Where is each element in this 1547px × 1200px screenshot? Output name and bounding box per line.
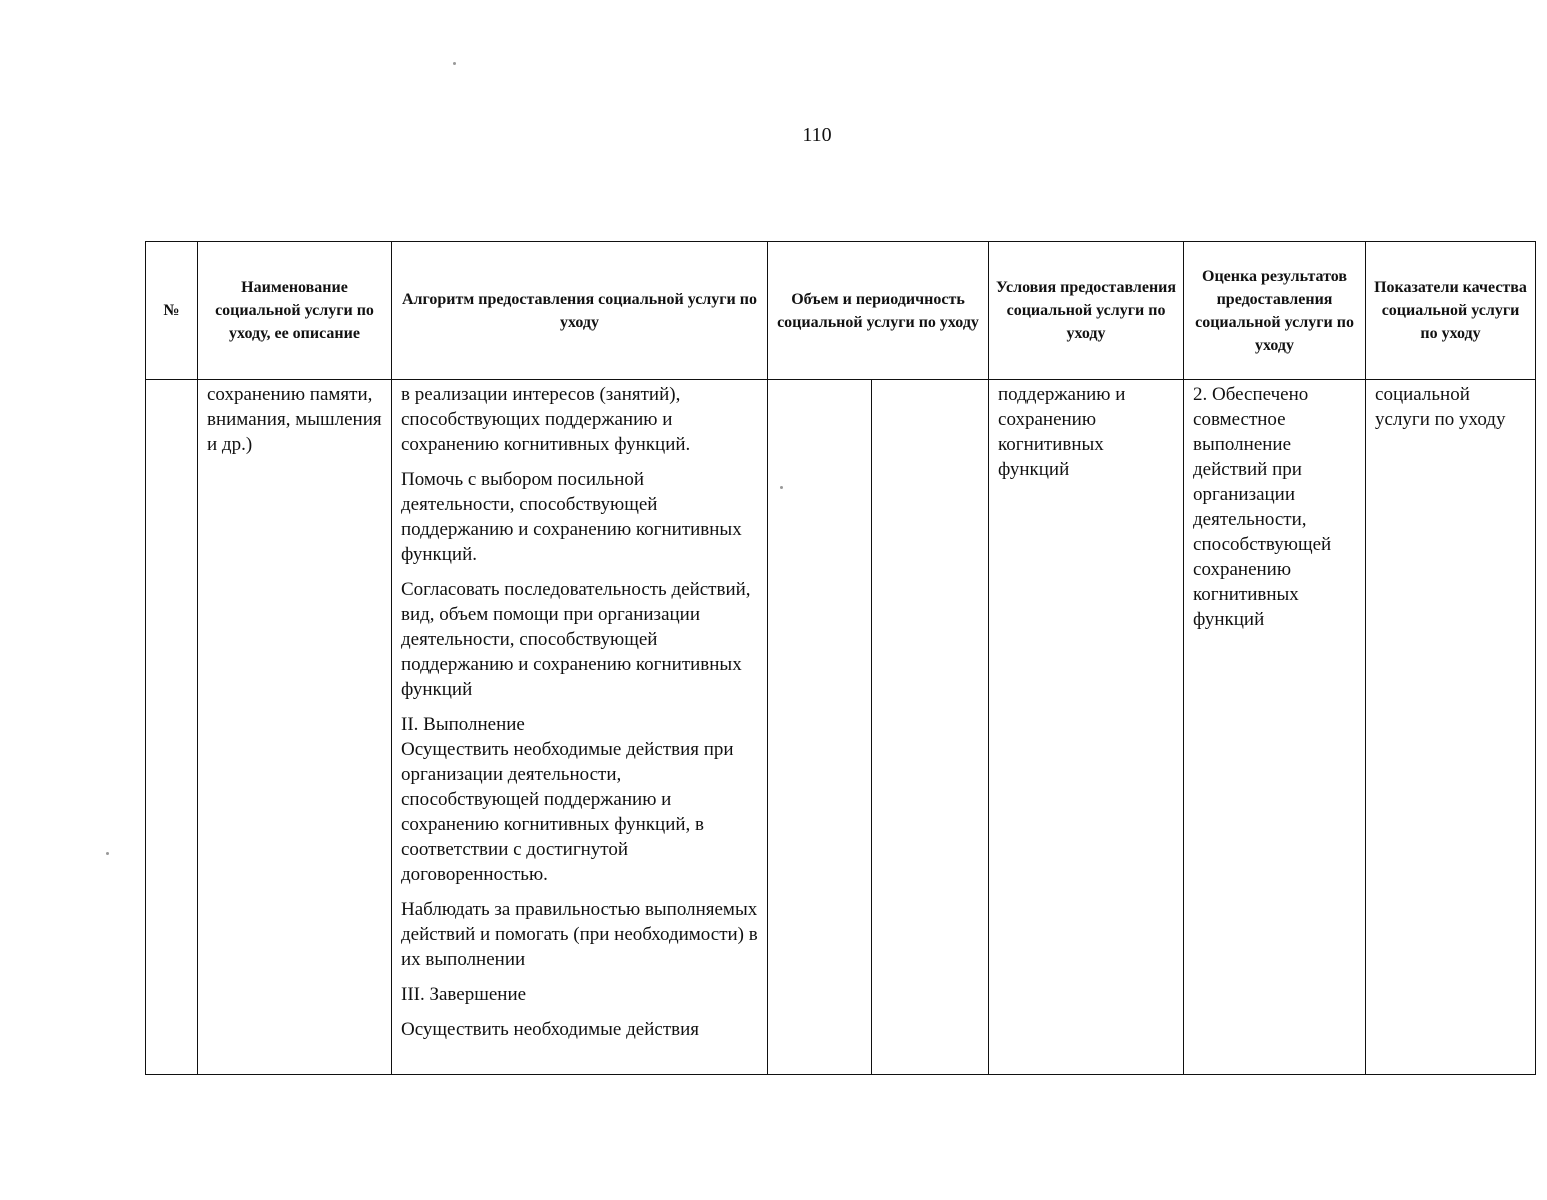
cell-service-name bbox=[198, 380, 392, 1075]
cell-number bbox=[146, 380, 198, 1075]
header-service-name: Наименование социальной услуги по уходу, ее описание bbox=[198, 242, 392, 380]
indicators-text: социальной услуги по уходу bbox=[1375, 384, 1506, 430]
header-algorithm: Алгоритм предоставления социальной услуги по уходу bbox=[392, 242, 768, 380]
cell-volume-b bbox=[872, 380, 989, 1075]
algorithm-text bbox=[392, 380, 767, 1042]
algorithm-section-heading: III. Завершение bbox=[401, 984, 527, 1005]
cell-assessment bbox=[1184, 380, 1366, 1075]
header-volume: Объем и периодичность социальной услуги по уходу bbox=[768, 242, 989, 380]
scan-speck bbox=[453, 62, 456, 65]
conditions-text: поддержанию и сохранению когнитивных функций bbox=[998, 384, 1126, 480]
cell-indicators bbox=[1366, 380, 1536, 1075]
algorithm-paragraph: в реализации интересов (занятий), способствующих поддержанию и сохранению когнитивных функций. bbox=[401, 384, 691, 455]
header-conditions: Условия предоставления социальной услуги по уходу bbox=[989, 242, 1184, 380]
assessment-text: 2. Обеспечено совместное выполнение действий при организации деятельности, способствующей сохранению когнитивных функций bbox=[1193, 384, 1332, 630]
service-name-text: сохранению памяти, внимания, мышления и др.) bbox=[207, 384, 382, 455]
service-table bbox=[145, 241, 1536, 1075]
scan-speck bbox=[106, 852, 109, 855]
algorithm-paragraph: Наблюдать за правильностью выполняемых действий и помогать (при необходимости) в их выполнении bbox=[401, 899, 758, 970]
algorithm-section-heading: II. Выполнение bbox=[401, 714, 525, 735]
scan-speck bbox=[780, 486, 783, 489]
header-indicators: Показатели качества социальной услуги по уходу bbox=[1366, 242, 1536, 380]
algorithm-paragraph: Согласовать последовательность действий, вид, объем помощи при организации деятельности, способствующей поддержанию и сохранению когнитивных функций bbox=[401, 579, 751, 700]
algorithm-paragraph: Помочь с выбором посильной деятельности, способствующей поддержанию и сохранению когнитивных функций. bbox=[401, 469, 742, 565]
algorithm-paragraph: Осуществить необходимые действия bbox=[401, 1019, 699, 1040]
cell-algorithm bbox=[392, 380, 768, 1075]
cell-volume-a bbox=[768, 380, 872, 1075]
table-row bbox=[146, 380, 1536, 1075]
header-number: № bbox=[146, 242, 198, 380]
page-number: 110 bbox=[802, 124, 832, 146]
cell-conditions bbox=[989, 380, 1184, 1075]
header-assessment: Оценка результатов предоставления социальной услуги по уходу bbox=[1184, 242, 1366, 380]
algorithm-paragraph: Осуществить необходимые действия при организации деятельности, способствующей поддержанию и сохранению когнитивных функций, в соответствии с достигнутой договоренностью. bbox=[401, 739, 734, 885]
table-header-row bbox=[146, 242, 1536, 380]
